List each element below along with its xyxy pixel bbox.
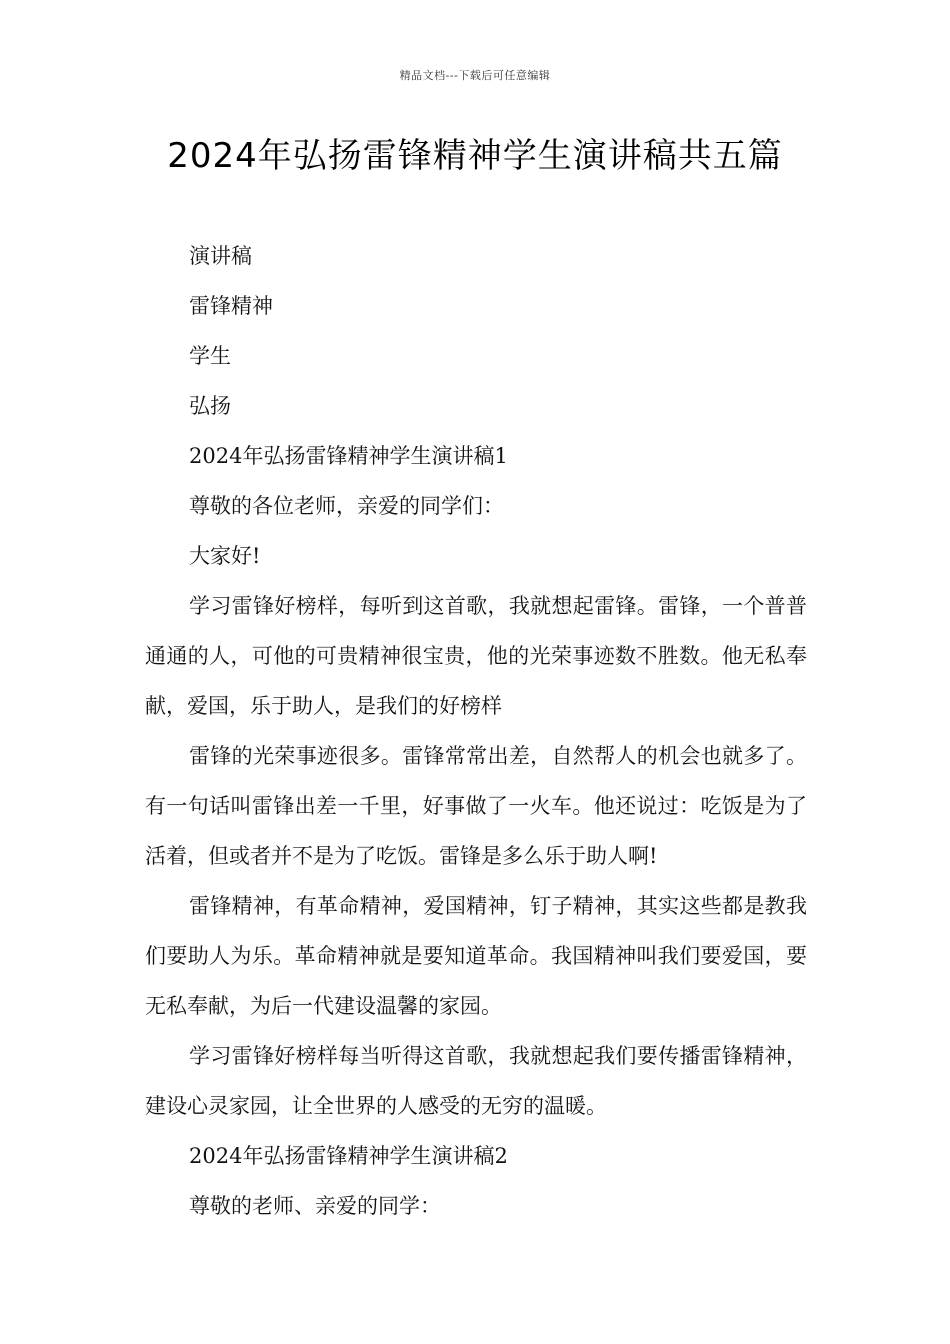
keyword-line: 学生	[189, 344, 231, 368]
body-paragraph: 雷锋精神，有革命精神，爱国精神，钉子精神，其实这些都是教我们要助人为乐。革命精神就是要知道革命。我国精神叫我们要爱国，要无私奉献，为后一代建设温馨的家园。	[145, 894, 807, 1018]
document-body	[145, 231, 807, 1231]
header-note: 精品文档---下载后可任意编辑	[399, 69, 551, 82]
keyword-line: 演讲稿	[189, 244, 252, 268]
greeting: 大家好!	[189, 544, 261, 568]
keyword-line: 雷锋精神	[189, 294, 273, 318]
keyword-line: 弘扬	[189, 394, 231, 418]
body-paragraph: 学习雷锋好榜样每当听得这首歌，我就想起我们要传播雷锋精神，建设心灵家园，让全世界的人感受的无穷的温暖。	[145, 1044, 807, 1118]
section-heading: 2024年弘扬雷锋精神学生演讲稿1	[189, 444, 508, 468]
section-heading: 2024年弘扬雷锋精神学生演讲稿2	[189, 1144, 508, 1168]
document-title: 2024年弘扬雷锋精神学生演讲稿共五篇	[167, 136, 783, 176]
body-paragraph: 学习雷锋好榜样，每听到这首歌，我就想起雷锋。雷锋，一个普普通通的人，可他的可贵精神很宝贵，他的光荣事迹数不胜数。他无私奉献，爱国，乐于助人，是我们的好榜样	[145, 594, 807, 718]
body-paragraph: 雷锋的光荣事迹很多。雷锋常常出差，自然帮人的机会也就多了。有一句话叫雷锋出差一千里，好事做了一火车。他还说过：吃饭是为了活着，但或者并不是为了吃饭。雷锋是多么乐于助人啊!	[145, 744, 807, 868]
salutation: 尊敬的各位老师，亲爱的同学们：	[189, 494, 504, 518]
salutation: 尊敬的老师、亲爱的同学：	[189, 1194, 441, 1218]
